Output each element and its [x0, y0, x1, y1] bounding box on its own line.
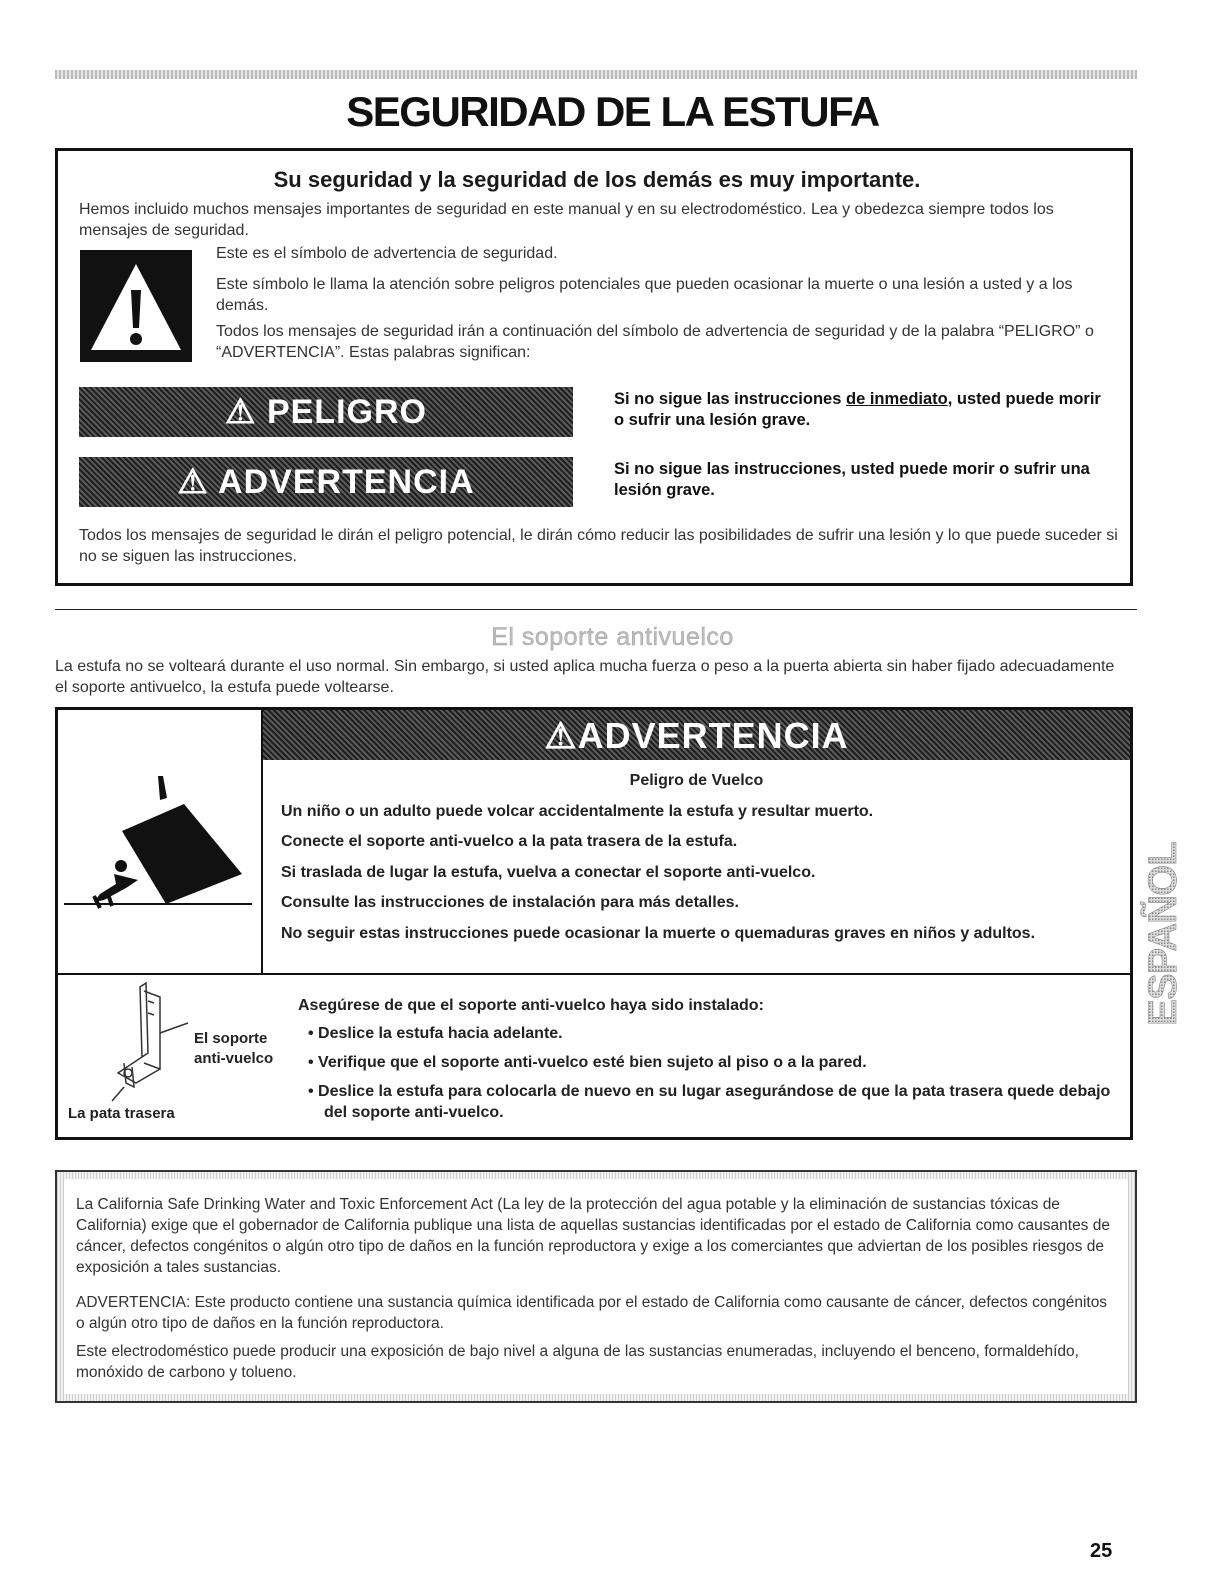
- horizontal-divider: [58, 973, 1130, 975]
- side-language-tab: [1141, 812, 1188, 1056]
- page-title: SEGURIDAD DE LA ESTUFA: [346, 88, 879, 135]
- check-title: Asegúrese de que el soporte anti-vuelco haya sido instalado:: [298, 997, 764, 1014]
- top-decorative-band: [55, 70, 1137, 79]
- california-notice-box: [55, 1170, 1137, 1403]
- check-bullet-2: • Verifique que el soporte anti-vuelco esté bien sujeto al piso o a la pared.: [308, 1054, 867, 1071]
- safety-footer: Todos los mensajes de seguridad le dirán el peligro potencial, le dirán cómo reducir las posibilidades de sufrir una lesión y lo que puede suceder si no se siguen las instrucciones.: [79, 527, 1118, 565]
- california-notice-inner: [64, 1179, 1128, 1394]
- anti-tip-intro: La estufa no se volteará durante el uso normal. Sin embargo, si usted aplica mucha fuerza o peso a la puerta abierta sin haber fijado adecuadamente el soporte antivuelco, la estufa puede voltearse.: [55, 658, 1115, 696]
- check-bullet-3: • Deslice la estufa para colocarla de nuevo en su lugar asegurándose de que la pata trasera quede debajo del soporte anti-vuelco.: [308, 1083, 1111, 1121]
- section-subtitle: El soporte antivuelco: [491, 623, 734, 651]
- danger-label: PELIGRO: [266, 393, 427, 431]
- anti-tip-warning-box: [55, 707, 1133, 1140]
- leg-label: La pata trasera: [68, 1105, 175, 1122]
- anti-tip-warning-label: ADVERTENCIA: [577, 715, 849, 756]
- danger-alert-icon: ⚠: [225, 393, 257, 431]
- hazard-line-4: Consulte las instrucciones de instalación para más detalles.: [281, 894, 739, 911]
- safety-box-heading: Su seguridad y la seguridad de los demás es muy importante.: [273, 167, 921, 192]
- warning-signal-banner: [79, 457, 573, 507]
- anti-tip-alert-icon: ⚠: [544, 715, 578, 756]
- california-paragraph-2: ADVERTENCIA: Este producto contiene una sustancia química identificada por el estado de California como causante de cáncer, defectos congénitos o algún otro tipo de daños en la función reproductora.: [76, 1294, 1108, 1332]
- symbol-text-2: Este símbolo le llama la atención sobre peligros potenciales que pueden ocasionar la muerte o una lesión a usted y a los demás.: [216, 276, 1073, 314]
- warning-definition: Si no sigue las instrucciones, usted puede morir o sufrir una lesión grave.: [614, 460, 1090, 499]
- hazard-line-2: Conecte el soporte anti-vuelco a la pata trasera de la estufa.: [281, 833, 738, 850]
- warning-label: ADVERTENCIA: [218, 463, 475, 501]
- danger-definition: Si no sigue las instrucciones de inmediato, usted puede morir o sufrir una lesión grave.: [614, 390, 1101, 429]
- hazard-line-3: Si traslada de lugar la estufa, vuelva a conectar el soporte anti-vuelco.: [281, 864, 816, 881]
- hazard-title: Peligro de Vuelco: [629, 772, 764, 789]
- symbol-text-3: Todos los mensajes de seguridad irán a continuación del símbolo de advertencia de seguridad y de la palabra “PELIGRO” o “ADVERTENCIA”. Estas palabras significan:: [216, 323, 1094, 361]
- bracket-label-line-1: El soporte: [194, 1030, 268, 1047]
- section-divider: [55, 609, 1137, 610]
- california-paragraph-3: Este electrodoméstico puede producir una exposición de bajo nivel a alguna de las sustancias enumeradas, incluyendo el benceno, formaldehído, monóxido de carbono y tolueno.: [76, 1343, 1079, 1381]
- symbol-text-1: Este es el símbolo de advertencia de seguridad.: [216, 245, 558, 262]
- california-paragraph-1: La California Safe Drinking Water and Toxic Enforcement Act (La ley de la protección del agua potable y la eliminación de sustancias tóxicas de California) exige que el gobernador de California publique una lista de aquellas sustancias identificadas por el estado de California como causantes de cáncer, defectos congénitos o algún otro tipo de daños en la función reproductora y exige a los comerciantes que adviertan de los posibles riesgos de exposición a tales sustancias.: [76, 1196, 1110, 1276]
- hazard-line-1: Un niño o un adulto puede volcar accidentalmente la estufa y resultar muerto.: [281, 803, 874, 820]
- hazard-line-5: No seguir estas instrucciones puede ocasionar la muerte o quemaduras graves en niños y adultos.: [281, 925, 1036, 942]
- safety-intro: Hemos incluido muchos mensajes importantes de seguridad en este manual y en su electrodoméstico. Lea y obedezca siempre todos los mensajes de seguridad.: [79, 201, 1054, 239]
- danger-signal-banner: [79, 387, 573, 437]
- tip-over-illustration: [64, 776, 254, 916]
- side-tab-label: ESPAÑOL: [1141, 842, 1185, 1026]
- page-number: 25: [1090, 1540, 1113, 1562]
- warning-alert-icon: ⚠: [177, 463, 209, 501]
- anti-tip-warning-banner: [263, 710, 1130, 760]
- bracket-label-line-2: anti-vuelco: [194, 1050, 274, 1067]
- safety-alert-symbol-icon: [80, 250, 192, 362]
- safety-box: [55, 148, 1133, 586]
- check-bullet-1: • Deslice la estufa hacia adelante.: [308, 1025, 563, 1042]
